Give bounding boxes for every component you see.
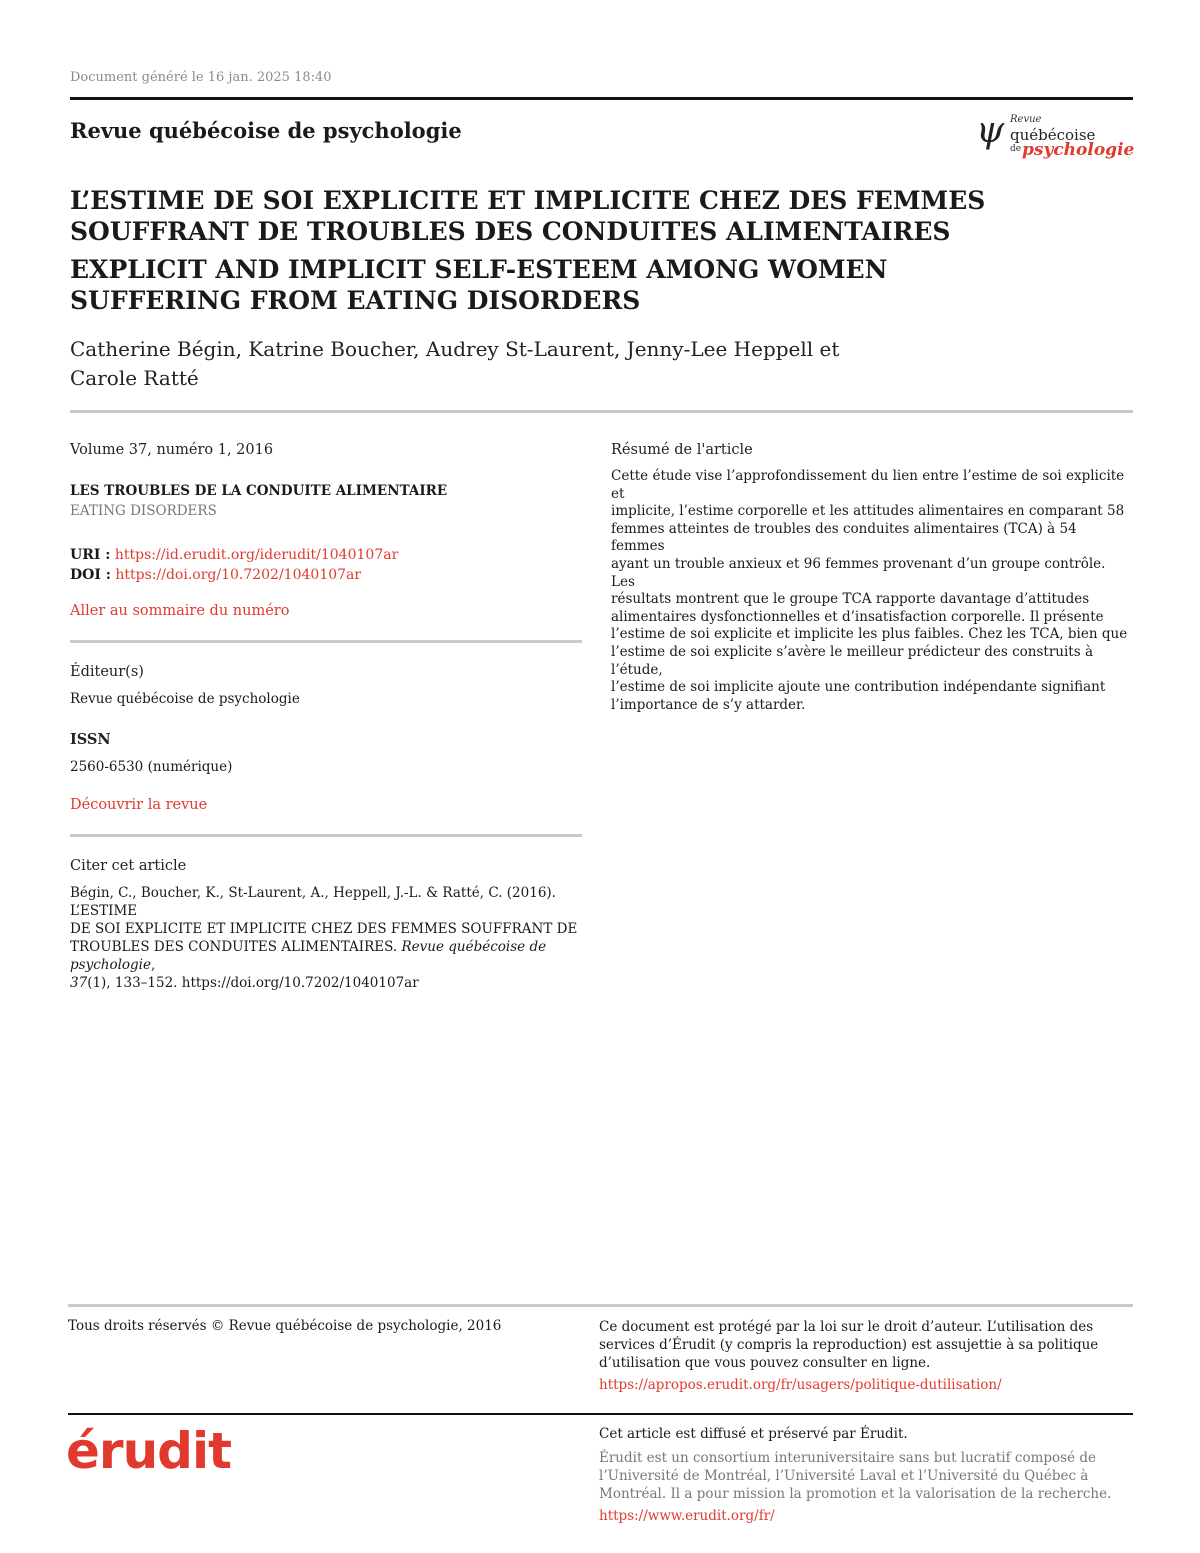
summary-link-row [70,603,582,619]
abstract-text [611,468,1133,714]
issue-info [70,442,582,458]
logo-line-psychologie: psychologie [1022,140,1135,160]
issue-summary-link[interactable]: Aller au sommaire du numéro [70,603,290,619]
abstract-label: Résumé de l'article [611,442,753,458]
divider [70,640,582,643]
abstract-line: l’estime de soi implicite ajoute une contribution indépendante signifiant [611,679,1106,696]
publisher-section [70,664,582,708]
citation-line: Bégin, C., Boucher, K., St-Laurent, A., Heppell, J.-L. & Ratté, C. (2016). L’ESTIME [70,885,556,919]
issn-label: ISSN [70,731,111,748]
logo-line-de: de [1010,144,1022,154]
title-en-line: EXPLICIT AND IMPLICIT SELF-ESTEEM AMONG WOMEN [70,255,888,284]
discover-journal-link[interactable]: Découvrir la revue [70,797,208,813]
citation-text [70,884,582,992]
identifiers [70,545,582,585]
article-title-fr [70,185,1070,247]
citation-volume: 37 [70,975,88,991]
footer-rule [68,1413,1133,1415]
copyright-link-row [599,1376,1129,1394]
authors-line: Catherine Bégin, Katrine Boucher, Audrey St-Laurent, Jenny-Lee Heppell et [70,337,840,361]
doi-link[interactable]: https://doi.org/10.7202/1040107ar [115,567,362,583]
title-en-line: SUFFERING FROM EATING DISORDERS [70,286,641,315]
article-title-en [70,254,1070,316]
section-en: EATING DISORDERS [70,503,217,519]
abstract-line: l’estime de soi explicite et implicite les plus faibles. Chez les TCA, bien que [611,626,1128,643]
erudit-notice [599,1425,1129,1525]
doi-label: DOI : [70,567,111,583]
divider [70,834,582,837]
journal-name: Revue québécoise de psychologie [70,118,462,143]
abstract-line: l’importance de s’y attarder. [611,696,806,713]
logo-line-quebecoise: québécoise [1010,126,1096,144]
abstract-line: l’estime de soi explicite s’avère le meilleur prédicteur des construits à l’étude, [611,643,1093,678]
citation-line [70,938,582,974]
erudit-website-link[interactable]: https://www.erudit.org/fr/ [599,1508,775,1524]
citation-journal: Revue québécoise de psychologie [70,939,547,973]
issn-value: 2560-6530 (numérique) [70,759,233,775]
abstract-line: Cette étude vise l’approfondissement du lien entre l’estime de soi explicite et [611,468,1125,502]
citation-line [70,974,582,992]
footer-divider [68,1304,1133,1307]
citation-fragment: , [150,957,156,973]
copyright-line: services d’Érudit (y compris la reproduction) est assujettie à sa politique [599,1337,1099,1353]
authors [70,335,970,393]
title-fr-line: SOUFFRANT DE TROUBLES DES CONDUITES ALIMENTAIRES [70,217,951,246]
journal-logo [976,112,1136,164]
top-rule [70,97,1133,100]
authors-line: Carole Ratté [70,366,199,390]
diffuse-line: Cet article est diffusé et préservé par Érudit. [599,1426,908,1442]
issn-section [70,731,582,776]
discover-row [70,797,582,813]
abstract-line: alimentaires dysfonctionnelles et d’insatisfaction corporelle. Il présente [611,608,1104,625]
doi-row [70,565,582,585]
diffuse-line: Montréal. Il a pour mission la promotion et la valorisation de la recherche. [599,1486,1112,1502]
erudit-logo: érudit [66,1422,231,1480]
copyright-line: Ce document est protégé par la loi sur le droit d’auteur. L’utilisation des [599,1319,1094,1335]
logo-line-revue: Revue [1010,114,1042,125]
publisher-value: Revue québécoise de psychologie [70,691,300,707]
abstract-line: implicite, l’estime corporelle et les attitudes alimentaires en comparant 58 [611,503,1125,520]
title-fr-line: L’ESTIME DE SOI EXPLICITE ET IMPLICITE CHEZ DES FEMMES [70,186,986,215]
copyright-notice [599,1318,1129,1394]
abstract-line: femmes atteintes de troubles des conduites alimentaires (TCA) à 54 femmes [611,520,1077,555]
uri-label: URI : [70,547,111,563]
abstract-section [611,442,1133,714]
rights-statement: Tous droits réservés © Revue québécoise de psychologie, 2016 [68,1318,502,1334]
abstract-line: résultats montrent que le groupe TCA rapporte davantage d’attitudes [611,591,1090,608]
citation-fragment: TROUBLES DES CONDUITES ALIMENTAIRES. [70,939,402,955]
usage-policy-link[interactable]: https://apropos.erudit.org/fr/usagers/politique-dutilisation/ [599,1377,1002,1393]
issue-volume: Volume 37, numéro 1, 2016 [70,442,274,458]
citation-fragment: (1), 133–152. https://doi.org/10.7202/1040107ar [87,975,419,991]
uri-link[interactable]: https://id.erudit.org/iderudit/1040107ar [114,547,399,563]
publisher-label: Éditeur(s) [70,664,144,680]
cite-label: Citer cet article [70,858,187,874]
abstract-line: ayant un trouble anxieux et 96 femmes provenant d’un groupe contrôle. Les [611,555,1106,590]
uri-row [70,545,582,565]
section-fr: LES TROUBLES DE LA CONDUITE ALIMENTAIRE [70,483,448,499]
diffuse-line: Érudit est un consortium interuniversitaire sans but lucratif composé de [599,1450,1096,1466]
section-info [70,482,582,520]
diffuse-line: l’Université de Montréal, l’Université Laval et l’Université du Québec à [599,1468,1089,1484]
cite-section [70,858,582,992]
generated-date: Document généré le 16 jan. 2025 18:40 [70,70,332,85]
divider [70,410,1133,413]
copyright-line: d’utilisation que vous pouvez consulter en ligne. [599,1355,931,1371]
citation-line: DE SOI EXPLICITE ET IMPLICITE CHEZ DES FEMMES SOUFFRANT DE [70,921,578,937]
erudit-link-row [599,1507,1129,1525]
psi-icon: ψ [976,110,1005,151]
